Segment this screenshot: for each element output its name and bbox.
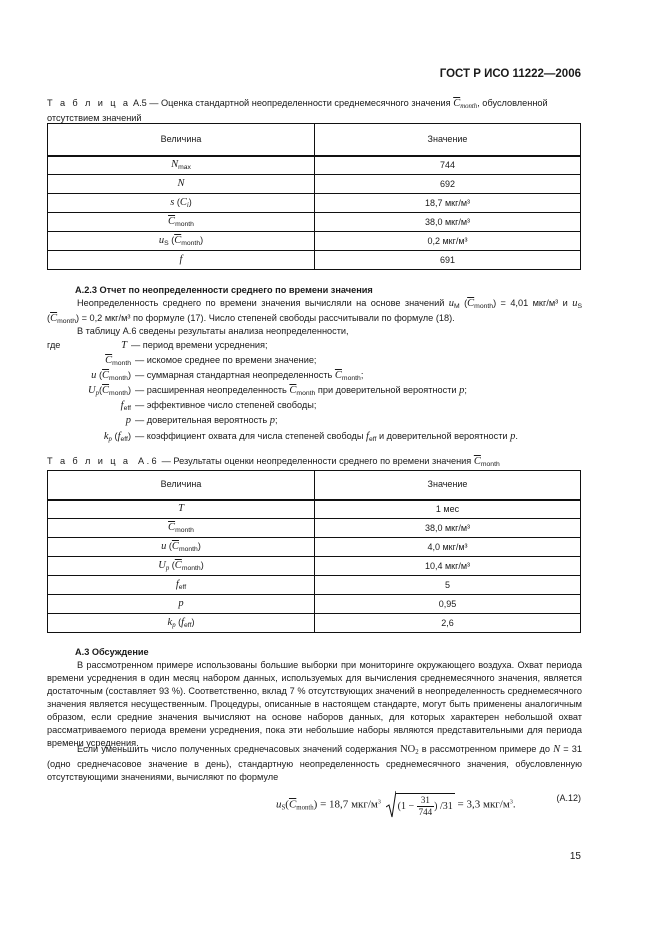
document-header: ГОСТ Р ИСО 11222—2006	[439, 68, 581, 80]
header-quantity: Величина	[48, 124, 315, 156]
caption-line2: отсутствием значений	[47, 112, 142, 123]
square-root-icon: (1 − $\frac{31}{744}$ ) /31	[386, 790, 455, 820]
table-a5	[47, 123, 581, 270]
table-a6	[47, 470, 581, 633]
header-value: Значение	[315, 471, 581, 500]
definition-f-eff: $f_{eff}$ — эффективное число степеней свободы;	[120, 400, 317, 412]
table-row: $k_p$ $(f_{eff})$ 2,6	[48, 614, 581, 633]
definition-U: $U_p(\overline{C}_{month})$ — расширенная неопределенность $\overline{C}_{month}$ при доверительной вероятности p;	[87, 385, 467, 397]
section-a3-paragraph-2: Если уменьшить число полученных среднечасовых значений содержания $NO_2$ в рассмотренном примере до N = 31 (одно среднечасовое значение в день), стандартную неопределенность среднемесячного значения, обусловленную отсутствующими значениями, вычисляют по формуле	[47, 744, 582, 782]
table-row: s $(C_i)$ 18,7 мкг/м³	[48, 194, 581, 213]
table-row: N 692	[48, 175, 581, 194]
table-row: $\overline{C}_{month}$ 38,0 мкг/м³	[48, 213, 581, 232]
caption-text: — Результаты оценки неопределенности среднего по времени значения	[161, 456, 472, 466]
section-a23-paragraph: Неопределенность среднего по времени значения вычисляли на основе значений $u_M$ $(\overline{C}_{month}) = 4,01$ мкг/м³ и $u_S$ $(\overline{C}_{month}) = 0,2$ мкг/м³ по формуле (17). Число степеней свободы рассчитывали по формуле (18).	[47, 298, 582, 325]
page-number: 15	[569, 851, 581, 862]
table-row: p 0,95	[48, 595, 581, 614]
header-value: Значение	[315, 124, 581, 156]
caption-number: А.6	[138, 456, 160, 466]
definition-p: p — доверительная вероятность p;	[125, 415, 278, 426]
formula-a12: $u_S(\overline{C}_{month}) = 18,7$ мкг/$м^3$ (1 − $\frac{31}{744}$ ) /31 = 3,3 мкг/$м^3$.	[276, 790, 516, 820]
table-row: $U_p$ $(\overline{C}_{month})$ 10,4 мкг/м³	[48, 557, 581, 576]
caption-prefix: Т а б л и ц а	[47, 98, 131, 108]
caption-number: А.5	[132, 98, 147, 108]
section-a23-title: А.2.3 Отчет по неопределенности среднего по времени значения	[75, 285, 373, 295]
header-quantity: Величина	[48, 471, 315, 500]
definition-k: $k_p$ $(f_{eff})$ — коэффициент охвата для числа степеней свободы $f_{eff}$ и доверительной вероятности p.	[103, 431, 518, 443]
formula-number: (А.12)	[556, 793, 581, 803]
table-row: $f_{eff}$ 5	[48, 576, 581, 595]
definition-T: где T — период времени усреднения;	[47, 340, 268, 351]
table-a5-caption: Т а б л и ц а А.5 — Оценка стандартной неопределенности среднемесячного значения $\overline{C}_{month}$, обусловленной отсутствием значений	[47, 98, 548, 123]
section-a3-paragraph: В рассмотренном примере использованы большие выборки при мониторинге окружающего воздуха. Охват периода времени усреднения в один месяц набором данных, используемых для вычисления среднемесячного значения, является достаточным (составляет 93 %). Соответственно, вклад 7 % отсутствующих значений в неопределенность среднемесячного значения является несущественным. Процедуры, описанные в настоящем стандарте, могут быть применены аналогичным образом, если средние значения вычисляют на основе наборов данных, для которых характерен небольшой охват рассматриваемого периода времени усреднения, пока эти небольшие наборы являются представительными для периода времени усреднения.	[47, 660, 582, 749]
caption-prefix: Т а б л и ц а	[47, 456, 131, 466]
caption-text: — Оценка стандартной неопределенности среднемесячного значения	[149, 98, 451, 108]
table-a6-caption: Т а б л и ц а А.6 — Результаты оценки неопределенности среднего по времени значения $\overline{C}_{month}$	[47, 456, 500, 468]
table-row: f 691	[48, 251, 581, 270]
table-row: T 1 мес	[48, 500, 581, 519]
table-row: $\overline{C}_{month}$ 38,0 мкг/м³	[48, 519, 581, 538]
table-row: $u_S$ $(\overline{C}_{month})$ 0,2 мкг/м³	[48, 232, 581, 251]
definition-C-month: $\overline{C}_{month}$ — искомое среднее по времени значение;	[105, 355, 317, 367]
table-row: u $(\overline{C}_{month})$ 4,0 мкг/м³	[48, 538, 581, 557]
section-a3-title: А.3 Обсуждение	[75, 647, 149, 657]
section-a23-paragraph-2: В таблицу А.6 сведены результаты анализа неопределенности,	[77, 326, 349, 336]
table-row: $N_{max}$ 744	[48, 156, 581, 175]
definition-u: u $(\overline{C}_{month})$ — суммарная стандартная неопределенность $\overline{C}_{month}$;	[91, 370, 364, 382]
